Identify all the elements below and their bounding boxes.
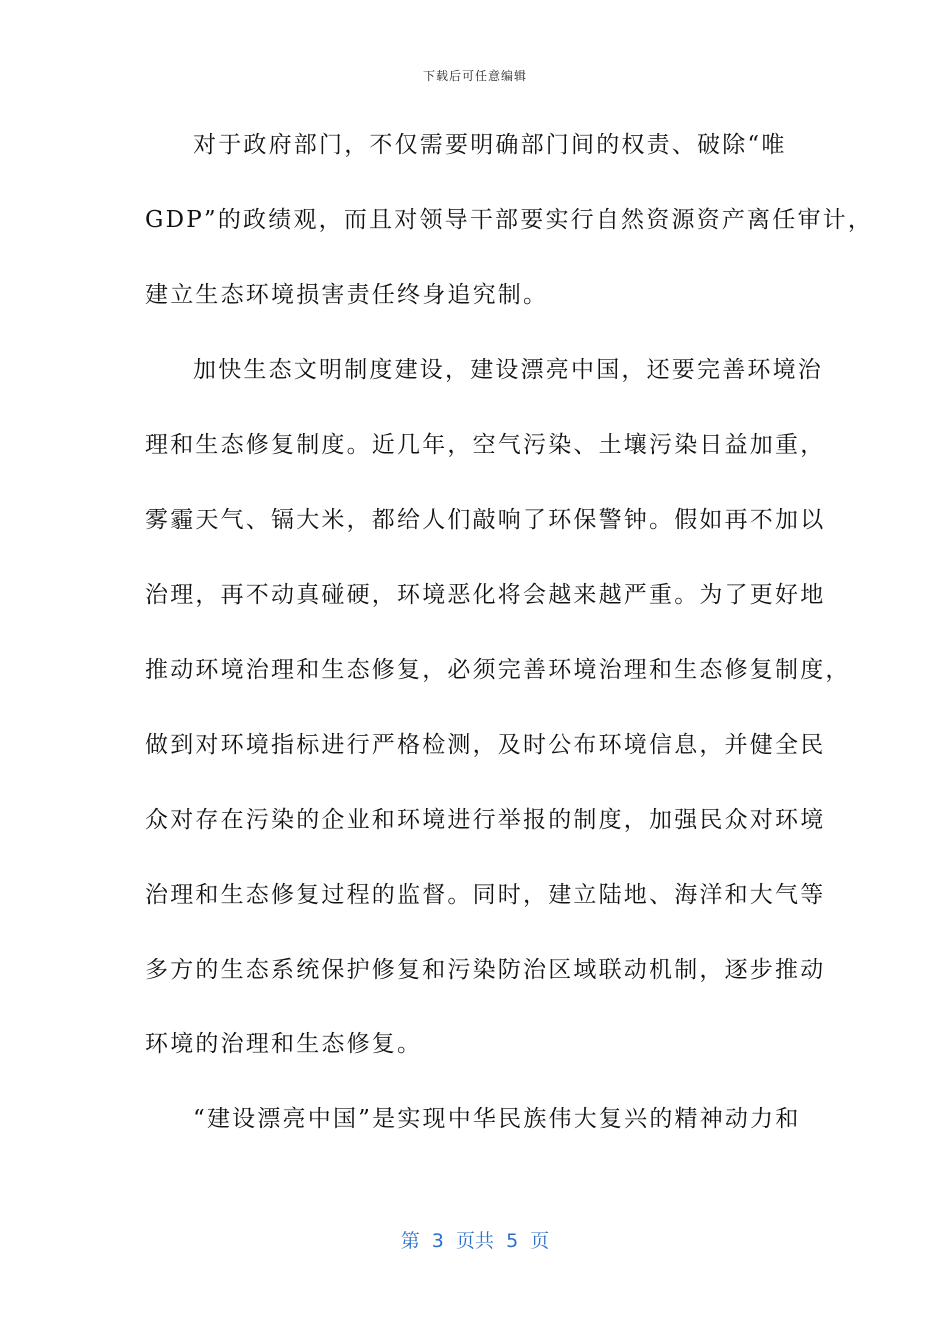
footer-label-suffix: 页 xyxy=(530,1230,550,1252)
header-note: 下载后可任意编辑 xyxy=(422,69,527,83)
text-line: 多方的生态系统保护修复和污染防治区域联动机制，逐步推动 xyxy=(145,957,826,983)
footer-label-middle: 页共 xyxy=(455,1230,494,1252)
text-line: 环境的治理和生态修复。 xyxy=(145,1031,423,1057)
text-line: 治理，再不动真碰硬，环境恶化将会越来越严重。为了更好地 xyxy=(145,582,826,608)
total-pages-number: 5 xyxy=(506,1230,519,1252)
current-page-number: 3 xyxy=(431,1230,444,1252)
text-line: 对于政府部门，不仅需要明确部门间的权责、破除“唯 xyxy=(193,132,787,158)
page-footer xyxy=(0,1226,950,1253)
text-line: 雾霾天气、镉大米，都给人们敲响了环保警钟。假如再不加以 xyxy=(145,507,826,533)
text-line: “建设漂亮中国”是实现中华民族伟大复兴的精神动力和 xyxy=(193,1106,801,1132)
text-line: 治理和生态修复过程的监督。同时，建立陆地、海洋和大气等 xyxy=(145,882,826,908)
footer-label-prefix: 第 xyxy=(400,1230,420,1252)
text-line: 加快生态文明制度建设，建设漂亮中国，还要完善环境治 xyxy=(193,357,823,383)
text-line: 理和生态修复制度。近几年，空气污染、土壤污染日益加重， xyxy=(145,432,826,458)
text-line: 推动环境治理和生态修复，必须完善环境治理和生态修复制度， xyxy=(145,657,851,683)
text-line: 建立生态环境损害责任终身追究制。 xyxy=(145,282,549,308)
text-line: GDP”的政绩观，而且对领导干部要实行自然资源资产离任审计， xyxy=(145,207,874,233)
text-line: 众对存在污染的企业和环境进行举报的制度，加强民众对环境 xyxy=(145,807,826,833)
text-line: 做到对环境指标进行严格检测，及时公布环境信息，并健全民 xyxy=(145,732,826,758)
